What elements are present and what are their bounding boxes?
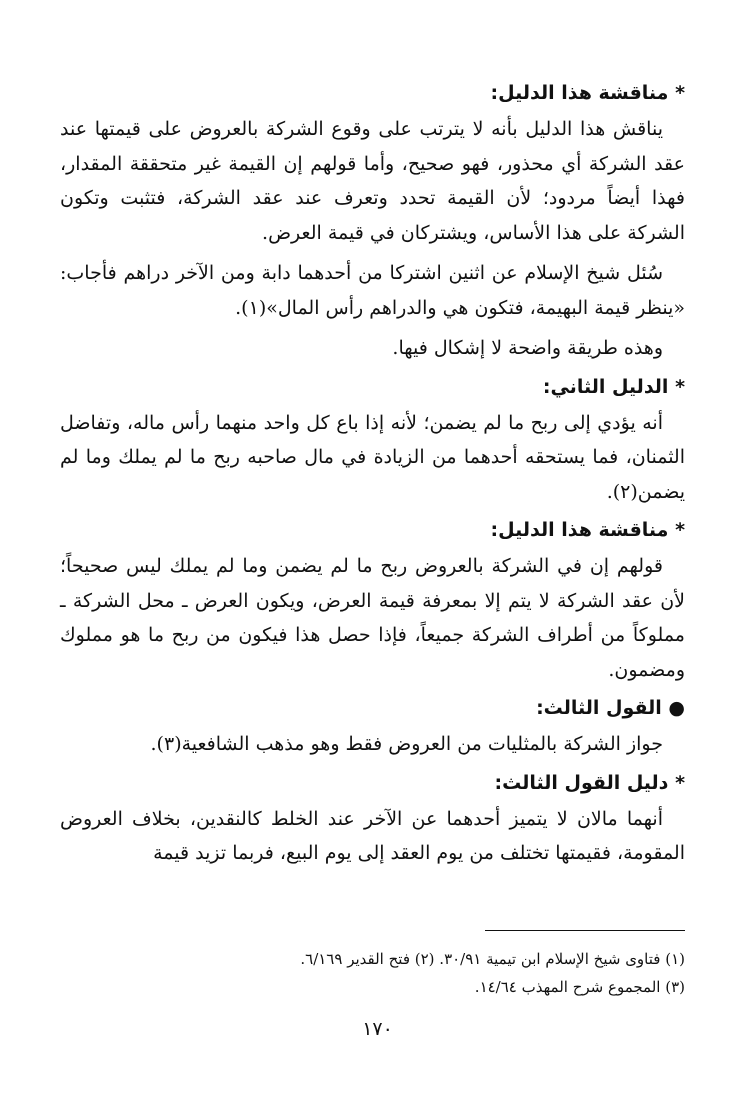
- heading-text: الدليل الثاني:: [542, 375, 669, 398]
- footnote-line-1: (١) فتاوى شيخ الإسلام ابن تيمية ٣٠/٩١. (٢) فتح القدير ٦/١٦٩.: [300, 950, 685, 968]
- footnote-line-2: (٣) المجموع شرح المهذب ١٤/٦٤.: [474, 978, 685, 996]
- paragraph-5: قولهم إن في الشركة بالعروض ربح ما لم يضمن وما لم يملك ليس صحيحاً؛ لأن عقد الشركة لا يتم إلا بمعرفة قيمة العرض، ويكون العرض ـ محل الشركة ـ مملوكاً من أطراف الشركة جميعاً، فإذا حصل هذا فيكون من ربح ما هو مملوك ومضمون.: [60, 555, 685, 681]
- section-heading-4: [60, 693, 685, 723]
- heading-text: مناقشة هذا الدليل:: [490, 519, 669, 541]
- section-heading-2: [60, 372, 685, 402]
- paragraph-4: أنه يؤدي إلى ربح ما لم يضمن؛ لأنه إذا باع كل واحد منهما رأس ماله، وتفاضل الثمنان، فما يستحقه أحدهما من الزيادة في مال صاحبه ربح ما لم يملك وما لم يضمن(٢).: [60, 411, 685, 503]
- paragraph-2: سُئل شيخ الإسلام عن اثنين اشتركا من أحدهما دابة ومن الآخر دراهم فأجاب: «ينظر قيمة البهيمة، فتكون هي والدراهم رأس المال»(١).: [60, 262, 685, 319]
- paragraph-7: أنهما مالان لا يتميز أحدهما عن الآخر عند الخلط كالنقدين، بخلاف العروض المقومة، فقيمتها تختلف من يوم العقد إلى يوم البيع، فربما تزيد قيمة: [60, 807, 685, 864]
- paragraph-6: جواز الشركة بالمثليات من العروض فقط وهو مذهب الشافعية(٣).: [150, 733, 663, 755]
- bullet-marker-icon: ●: [668, 697, 685, 719]
- footnote-divider: [485, 930, 685, 931]
- section-heading-3: [60, 515, 685, 545]
- star-marker-icon: *: [675, 375, 685, 398]
- page-number: ١٧٠: [362, 1018, 393, 1040]
- section-heading-5: [60, 768, 685, 798]
- paragraph-1: يناقش هذا الدليل بأنه لا يترتب على وقوع الشركة بالعروض على قيمتها عند عقد الشركة أي محذور، فهو صحيح، وأما قولهم إن القيمة غير متحققة المقدار، فهذا أيضاً مردود؛ لأن القيمة تحدد وتعرف عند عقد الشركة، فتثبت وتكون الشركة على هذا الأساس، ويشتركان في قيمة العرض.: [60, 118, 685, 244]
- heading-text: دليل القول الثالث:: [494, 771, 669, 794]
- star-marker-icon: *: [675, 519, 685, 541]
- star-marker-icon: *: [675, 82, 685, 104]
- heading-text: مناقشة هذا الدليل:: [490, 82, 669, 104]
- paragraph-3: وهذه طريقة واضحة لا إشكال فيها.: [392, 337, 663, 359]
- footnotes: [60, 930, 685, 1001]
- star-marker-icon: *: [675, 771, 685, 794]
- heading-text: القول الثالث:: [536, 697, 662, 719]
- section-heading-1: [60, 78, 685, 108]
- page-body: [60, 78, 685, 877]
